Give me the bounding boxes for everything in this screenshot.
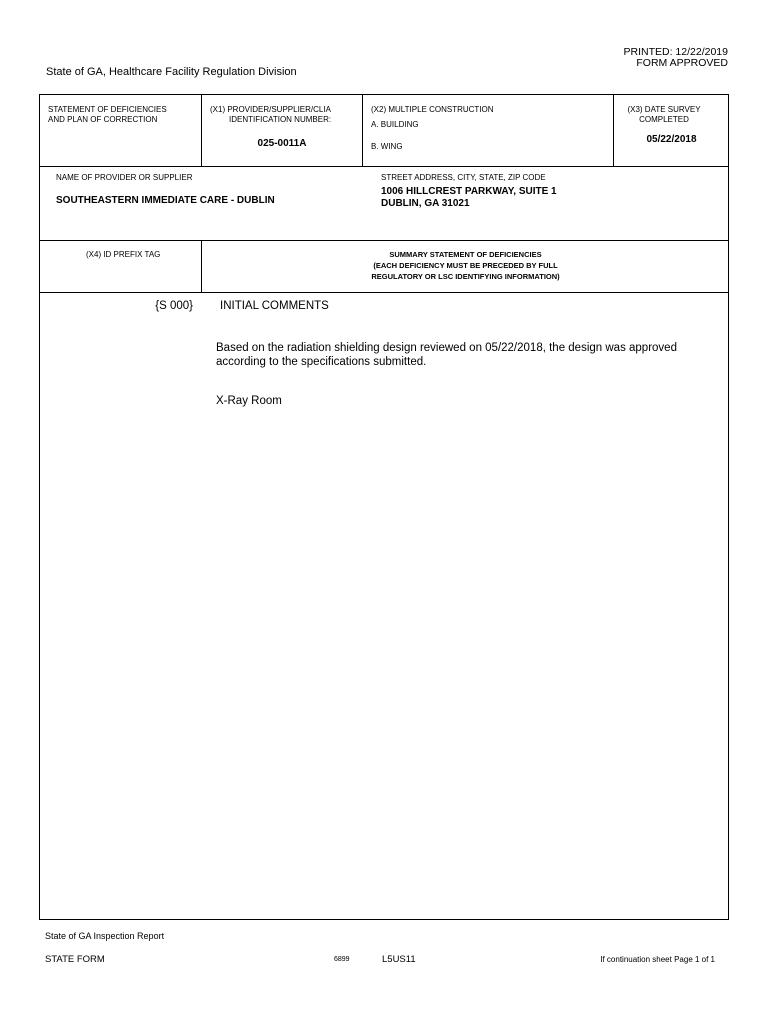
row1-col2-divider (362, 94, 363, 167)
statement-label: STATEMENT OF DEFICIENCIES AND PLAN OF CORRECTION (48, 105, 167, 124)
report-title: State of GA Inspection Report (45, 931, 165, 941)
form-approved: FORM APPROVED (636, 57, 728, 69)
row1-divider (39, 166, 729, 167)
continuation-note: If continuation sheet Page 1 of 1 (600, 955, 715, 964)
provider-name-value: SOUTHEASTERN IMMEDIATE CARE - DUBLIN (56, 195, 275, 206)
x2-wing: B. WING (371, 142, 403, 151)
form-frame (39, 94, 729, 920)
comments-paragraph: Based on the radiation shielding design reviewed on 05/22/2018, the design was approved according to the specifications submitted. (216, 342, 677, 368)
state-form-label: STATE FORM (45, 954, 105, 965)
provider-id-value: 025-0011A (257, 138, 307, 149)
row3-divider (39, 292, 729, 293)
address-label: STREET ADDRESS, CITY, STATE, ZIP CODE (381, 173, 546, 182)
event-id: L5US11 (382, 954, 416, 965)
x3-label: (X3) DATE SURVEY COMPLETED (627, 105, 701, 124)
printed-date: PRINTED: 12/22/2019 (623, 46, 728, 58)
x1-label: (X1) PROVIDER/SUPPLIER/CLIA IDENTIFICATION NUMBER: (210, 105, 332, 124)
provider-name-label: NAME OF PROVIDER OR SUPPLIER (56, 173, 193, 182)
x2-building: A. BUILDING (371, 120, 419, 129)
x2-label: (X2) MULTIPLE CONSTRUCTION (371, 105, 494, 114)
summary-statement-header: SUMMARY STATEMENT OF DEFICIENCIES (EACH DEFICIENCY MUST BE PRECEDED BY FULL REGULATORY OR LSC IDENTIFYING INFORMATION) (371, 250, 560, 281)
form-code: 6899 (334, 956, 350, 963)
row2-divider (39, 240, 729, 241)
agency-title: State of GA, Healthcare Facility Regulation Division (46, 66, 297, 78)
room-label: X-Ray Room (216, 395, 282, 407)
initial-comments-heading: INITIAL COMMENTS (220, 300, 329, 312)
deficiency-tag: {S 000} (155, 300, 193, 312)
row1-col1-divider (201, 94, 202, 167)
survey-date-value: 05/22/2018 (646, 134, 697, 145)
address-value: 1006 HILLCREST PARKWAY, SUITE 1 DUBLIN, GA 31021 (381, 186, 557, 209)
id-prefix-tag-label: (X4) ID PREFIX TAG (86, 250, 161, 259)
